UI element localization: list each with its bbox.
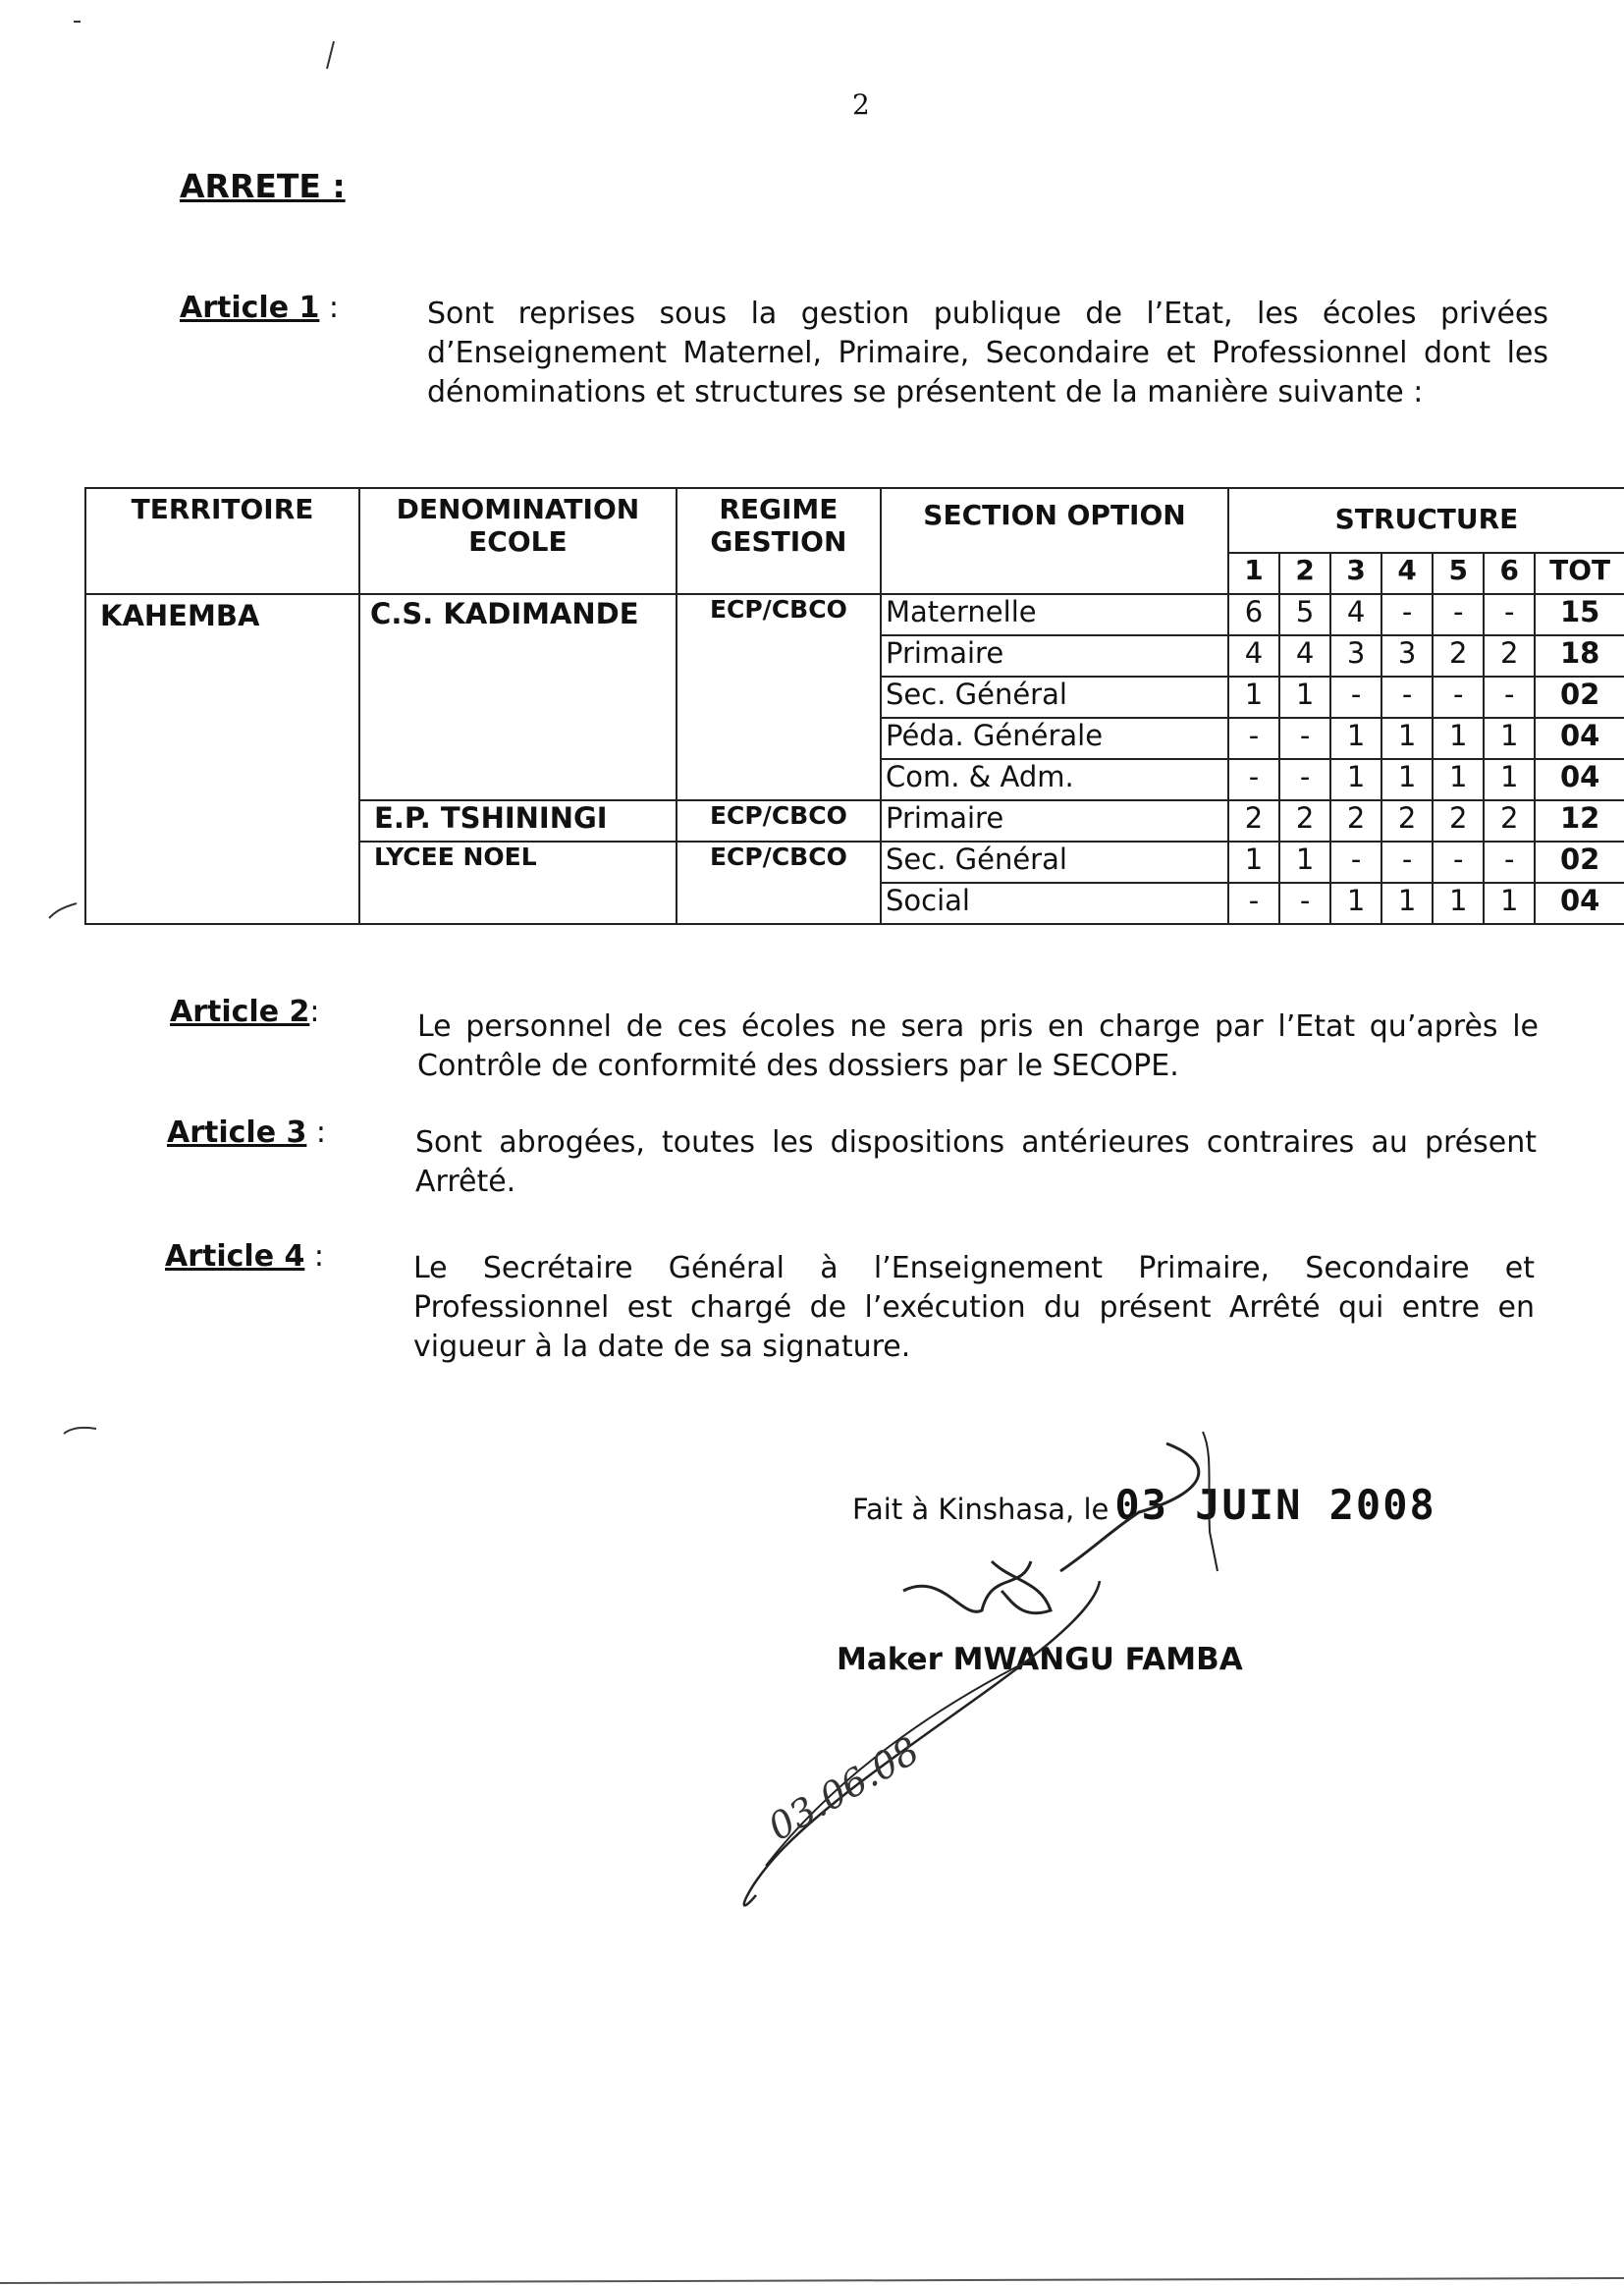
place-text: Fait à Kinshasa, le [852,1493,1110,1526]
level-value: 2 [1330,800,1381,842]
total-value: 04 [1535,718,1624,759]
article-4-colon: : [304,1239,325,1274]
header-structure: STRUCTURE [1228,488,1624,553]
article-2-text: Le personnel de ces écoles ne sera pris en charge par l’Etat qu’après le Contrôle de conformité des dossiers par le SECOPE. [417,1009,1539,1083]
level-value: - [1330,677,1381,718]
signatory-name: Maker MWANGU FAMBA [837,1642,1243,1677]
section-name: Primaire [881,800,1228,842]
level-value: 5 [1279,594,1330,635]
level-value: - [1381,677,1433,718]
level-value: 4 [1228,635,1279,677]
place-and-date [852,1481,1436,1529]
level-value: 1 [1381,759,1433,800]
level-value: 2 [1381,800,1433,842]
level-value: 1 [1484,883,1535,924]
level-value: 1 [1381,883,1433,924]
school-name: LYCEE NOEL [359,842,677,924]
level-value: 1 [1381,718,1433,759]
section-name: Com. & Adm. [881,759,1228,800]
article-2-colon: : [309,995,320,1029]
territoire-cell: KAHEMBA [85,594,359,924]
article-2-keyword: Article 2 [170,995,310,1029]
article-1-keyword: Article 1 [180,291,320,325]
header-level-6: 6 [1484,553,1535,594]
total-value: 15 [1535,594,1624,635]
article-4-keyword: Article 4 [165,1239,305,1274]
level-value: - [1228,718,1279,759]
level-value: 1 [1330,759,1381,800]
school-name: E.P. TSHININGI [359,800,677,842]
level-value: - [1279,759,1330,800]
header-level-4: 4 [1381,553,1433,594]
section-name: Sec. Général [881,842,1228,883]
level-value: 2 [1433,635,1484,677]
school-regime: ECP/CBCO [677,800,881,842]
level-value: - [1433,594,1484,635]
header-total: TOT [1535,553,1624,594]
level-value: 3 [1381,635,1433,677]
level-value: 1 [1433,718,1484,759]
level-value: - [1484,594,1535,635]
level-value: - [1484,842,1535,883]
header-denomination: DENOMINATION ECOLE [359,488,677,594]
level-value: 1 [1484,759,1535,800]
header-level-3: 3 [1330,553,1381,594]
level-value: 1 [1279,677,1330,718]
level-value: - [1433,677,1484,718]
level-value: 1 [1433,759,1484,800]
school-regime: ECP/CBCO [677,842,881,924]
level-value: 1 [1330,718,1381,759]
article-1-label [180,291,339,325]
level-value: 3 [1330,635,1381,677]
level-value: 1 [1433,883,1484,924]
header-regime: REGIME GESTION [677,488,881,594]
total-value: 18 [1535,635,1624,677]
section-name: Péda. Générale [881,718,1228,759]
header-territoire: TERRITOIRE [85,488,359,594]
level-value: 2 [1279,800,1330,842]
section-name: Sec. Général [881,677,1228,718]
article-3-keyword: Article 3 [167,1116,307,1150]
total-value: 02 [1535,842,1624,883]
level-value: 2 [1228,800,1279,842]
level-value: - [1279,883,1330,924]
total-value: 04 [1535,883,1624,924]
article-2-label [170,995,319,1029]
level-value: - [1279,718,1330,759]
article-4-text: Le Secrétaire Général à l’Enseignement Primaire, Secondaire et Professionnel est chargé de l’exécution du présent Arrêté qui entre en vigueur à la date de sa signature. [413,1251,1535,1364]
level-value: 1 [1330,883,1381,924]
header-level-2: 2 [1279,553,1330,594]
article-4-label [165,1239,324,1274]
article-3-colon: : [306,1116,327,1150]
school-name: C.S. KADIMANDE [359,594,677,800]
header-level-5: 5 [1433,553,1484,594]
level-value: 4 [1330,594,1381,635]
article-1-colon: : [319,291,340,325]
level-value: - [1381,842,1433,883]
total-value: 04 [1535,759,1624,800]
article-1-text: Sont reprises sous la gestion publique de l’Etat, les écoles privées d’Enseignement Maternel, Primaire, Secondaire et Professionnel dont les dénominations et structures se présentent de la manière suivante : [427,297,1548,409]
section-name: Primaire [881,635,1228,677]
level-value: - [1228,883,1279,924]
handwritten-date: 03.06.08 [761,1728,927,1850]
total-value: 02 [1535,677,1624,718]
article-3-text: Sont abrogées, toutes les dispositions antérieures contraires au présent Arrêté. [415,1125,1537,1199]
decree-heading: ARRETE : [180,167,346,205]
level-value: - [1228,759,1279,800]
level-value: - [1433,842,1484,883]
level-value: 1 [1228,842,1279,883]
level-value: 1 [1279,842,1330,883]
level-value: 2 [1484,800,1535,842]
schools-structure-table [84,487,1624,925]
level-value: - [1381,594,1433,635]
stamp-date: 03 JUIN 2008 [1114,1481,1436,1529]
page-number: 2 [852,88,870,121]
level-value: 1 [1228,677,1279,718]
table-row [85,594,1624,635]
level-value: 6 [1228,594,1279,635]
school-regime: ECP/CBCO [677,594,881,800]
level-value: - [1484,677,1535,718]
header-level-1: 1 [1228,553,1279,594]
article-3-label [167,1116,326,1150]
header-section: SECTION OPTION [881,488,1228,594]
section-name: Social [881,883,1228,924]
total-value: 12 [1535,800,1624,842]
level-value: - [1330,842,1381,883]
level-value: 2 [1484,635,1535,677]
table-header-row [85,488,1624,553]
level-value: 1 [1484,718,1535,759]
section-name: Maternelle [881,594,1228,635]
level-value: 2 [1433,800,1484,842]
level-value: 4 [1279,635,1330,677]
